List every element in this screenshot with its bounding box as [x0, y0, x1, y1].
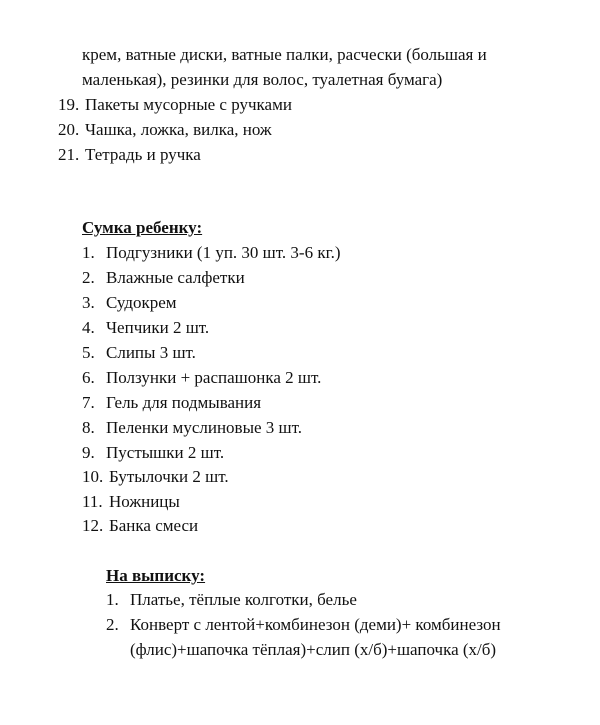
- list-item-text: Ползунки + распашонка 2 шт.: [106, 368, 322, 387]
- list-item-number: 1.: [106, 590, 119, 609]
- list-item: [82, 243, 341, 263]
- list-item: [82, 418, 302, 438]
- list-item-number: 6.: [82, 368, 95, 387]
- list-item: [82, 467, 229, 487]
- list-item-text: Пеленки муслиновые 3 шт.: [106, 418, 303, 437]
- list-item-text: Бутылочки 2 шт.: [109, 467, 229, 486]
- list-item: [106, 615, 501, 635]
- list-item-text: Банка смеси: [109, 516, 199, 535]
- list-item-text: Судокрем: [106, 293, 177, 312]
- list-item-text: Влажные салфетки: [106, 268, 245, 287]
- list-item: [106, 590, 357, 610]
- list-item-text: Платье, тёплые колготки, белье: [130, 590, 357, 609]
- list-item-number: 19.: [58, 95, 80, 114]
- list-item: [82, 343, 196, 363]
- list-item-number: 2.: [82, 268, 95, 287]
- list-item-number: 8.: [82, 418, 95, 437]
- list-item-continuation: (флис)+шапочка тёплая)+слип (х/б)+шапочка (х/б): [130, 640, 497, 659]
- list-item-number: 4.: [82, 318, 95, 337]
- list-item-number: 3.: [82, 293, 95, 312]
- list-item: [82, 368, 321, 388]
- list-item-text: Чашка, ложка, вилка, нож: [85, 120, 272, 139]
- list-item-text: Чепчики 2 шт.: [106, 318, 210, 337]
- list-item: [82, 293, 177, 313]
- list-item-text: Конверт с лентой+комбинезон (деми)+ комбинезон: [130, 615, 501, 634]
- list-item: [82, 443, 224, 463]
- list-item-number: 11.: [82, 492, 103, 511]
- list-item-text: Пакеты мусорные с ручками: [85, 95, 292, 114]
- list-item-number: 12.: [82, 516, 104, 535]
- list-item-text: Пустышки 2 шт.: [106, 443, 225, 462]
- list-item-text: Ножницы: [109, 492, 180, 511]
- list-item-text: Тетрадь и ручка: [85, 145, 201, 164]
- list-item: [82, 516, 198, 536]
- list-item-text: Гель для подмывания: [106, 393, 262, 412]
- list-item-text: Подгузники (1 уп. 30 шт. 3-6 кг.): [106, 243, 341, 262]
- list-item-text: Слипы 3 шт.: [106, 343, 196, 362]
- list-item-number: 2.: [106, 615, 119, 634]
- child-bag-heading: Сумка ребенку:: [82, 218, 203, 237]
- list-item-number: 1.: [82, 243, 95, 262]
- list-item: [82, 268, 245, 288]
- top-list-continuation-line: крем, ватные диски, ватные палки, расчески (большая и: [82, 45, 487, 64]
- list-item-number: 7.: [82, 393, 95, 412]
- list-item: [58, 145, 201, 165]
- list-item: [82, 318, 209, 338]
- list-item: [58, 95, 292, 115]
- list-item-number: 9.: [82, 443, 95, 462]
- top-list-continuation-line: маленькая), резинки для волос, туалетная бумага): [82, 70, 443, 89]
- list-item-number: 5.: [82, 343, 95, 362]
- list-item-number: 10.: [82, 467, 104, 486]
- list-item: [82, 393, 261, 413]
- list-item: [82, 492, 180, 512]
- list-item-number: 21.: [58, 145, 80, 164]
- list-item: [58, 120, 272, 140]
- discharge-heading: На выписку:: [106, 566, 206, 585]
- list-item-number: 20.: [58, 120, 80, 139]
